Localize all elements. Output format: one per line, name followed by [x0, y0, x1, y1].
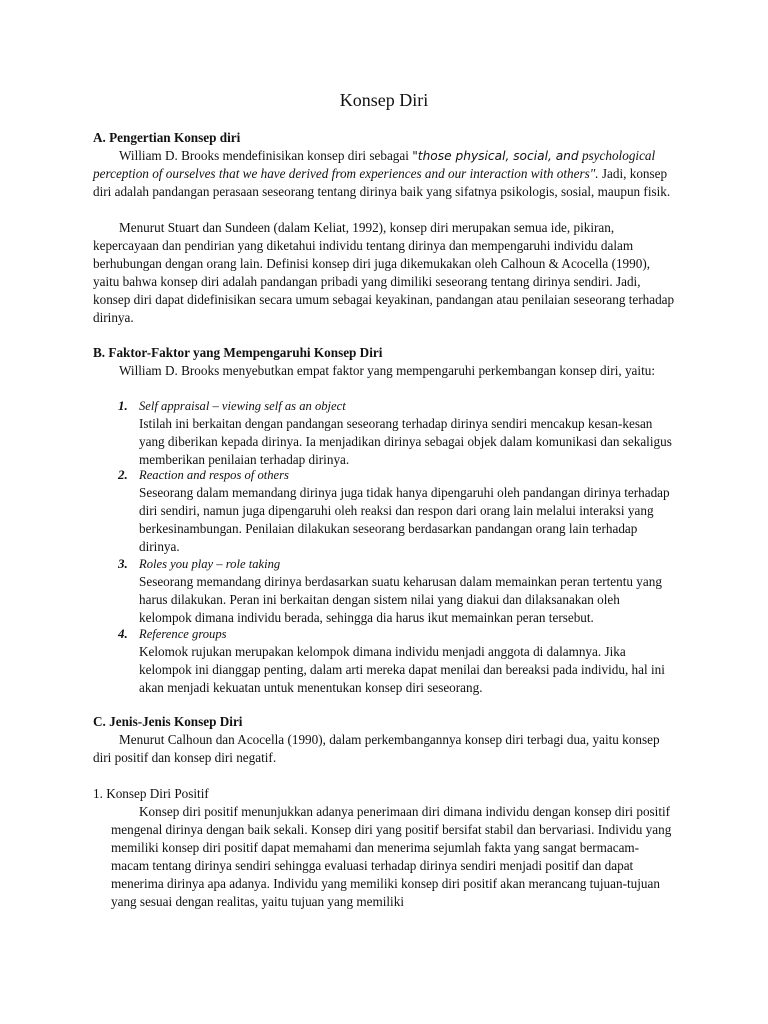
factor-title: Reference groups: [139, 627, 227, 641]
factor-body: Seseorang memandang dirinya berdasarkan suatu keharusan dalam memainkan peran tertentu yang harus dilakukan. Peran ini berkaitan dengan sistem nilai yang diakui dan dilaksanakan oleh kelompok dimana individu berada, sehingga dia harus ikut memainkan peran tersebut.: [139, 574, 662, 625]
section-a-p1-quote-rest: psychological perception of ourselves that we have derived from experiences and our interaction with others".: [93, 148, 656, 181]
section-a-paragraph-2: Menurut Stuart dan Sundeen (dalam Keliat, 1992), konsep diri merupakan semua ide, pikiran, kepercayaan dan pendirian yang diketahui individu tentang dirinya dan mempengaruhi individu dalam berhubungan dengan orang lain. Definisi konsep diri juga dikemukakan oleh Calhoun & Acocella (1990), yaitu bahwa konsep diri adalah pandangan pribadi yang dimiliki seseorang tentang dirinya sendiri. Jadi, konsep diri dapat didefinisikan secara umum sebagai keyakinan, pandangan atau penilaian seseorang terhadap dirinya.: [93, 220, 675, 325]
factor-number: 1.: [118, 398, 128, 413]
factor-body: Kelomok rujukan merupakan kelompok dimana individu menjadi anggota di dalamnya. Jika kelompok ini dianggap penting, dalam arti mereka dapat menilai dan bereaksi pada individu, hal ini akan menjadi kekuatan untuk menentukan konsep diri seseorang.: [139, 644, 665, 695]
section-a-heading: A. Pengertian Konsep diri: [93, 130, 241, 145]
section-a-p1-lead: William D. Brooks mendefinisikan konsep diri sebagai: [119, 148, 413, 163]
subsection-positive-heading: 1. Konsep Diri Positif: [93, 786, 209, 801]
factor-body: Istilah ini berkaitan dengan pandangan seseorang terhadap dirinya sendiri mencakup kesan-kesan yang diberikan kepada dirinya. Ia menjadikan dirinya sebagai objek dalam komunikasi dan sekaligus memberikan penilaian terhadap dirinya.: [139, 416, 672, 467]
section-b-intro: William D. Brooks menyebutkan empat faktor yang mempengaruhi perkembangan konsep diri, yaitu:: [119, 363, 655, 378]
section-c-intro: Menurut Calhoun dan Acocella (1990), dalam perkembangannya konsep diri terbagi dua, yaitu konsep diri positif dan konsep diri negatif.: [93, 732, 660, 765]
section-a-p1-quote-script: "those physical, social, and: [412, 149, 579, 163]
factor-body: Seseorang dalam memandang dirinya juga tidak hanya dipengaruhi oleh pandangan dirinya terhadap diri sendiri, namun juga dipengaruhi oleh reaksi dan respon dari orang lain melalui interaksi yang berkesinambungan. Penilaian dilakukan seseorang berdasarkan pandangan orang lain terhadap dirinya.: [139, 485, 670, 554]
factor-number: 3.: [118, 556, 128, 571]
factor-number: 4.: [118, 626, 128, 641]
factor-number: 2.: [118, 467, 128, 482]
factor-title: Self appraisal – viewing self as an object: [139, 399, 346, 413]
section-b-heading: B. Faktor-Faktor yang Mempengaruhi Konsep Diri: [93, 345, 383, 360]
section-a-p1-tail: Jadi, konsep diri adalah pandangan perasaan seseorang tentang dirinya baik yang sifatnya psikologis, sosial, maupun fisik.: [93, 166, 671, 199]
section-a-paragraph-1: [93, 147, 675, 201]
page-title: Konsep Diri: [339, 90, 429, 110]
factor-title: Roles you play – role taking: [139, 557, 281, 571]
factor-title: Reaction and respos of others: [139, 468, 289, 482]
section-c-heading: C. Jenis-Jenis Konsep Diri: [93, 714, 243, 729]
subsection-positive-body: Konsep diri positif menunjukkan adanya penerimaan diri dimana individu dengan konsep diri positif mengenal dirinya dengan baik sekali. Konsep diri yang positif bersifat stabil dan bervariasi. Individu yang memiliki konsep diri positif dapat memahami dan menerima sejumlah fakta yang sangat bermacam-macam tentang dirinya sendiri sehingga evaluasi terhadap dirinya sendiri menjadi positif dan dapat menerima dirinya apa adanya. Individu yang memiliki konsep diri positif akan merancang tujuan-tujuan yang sesuai dengan realitas, yaitu tujuan yang memiliki: [111, 804, 672, 909]
